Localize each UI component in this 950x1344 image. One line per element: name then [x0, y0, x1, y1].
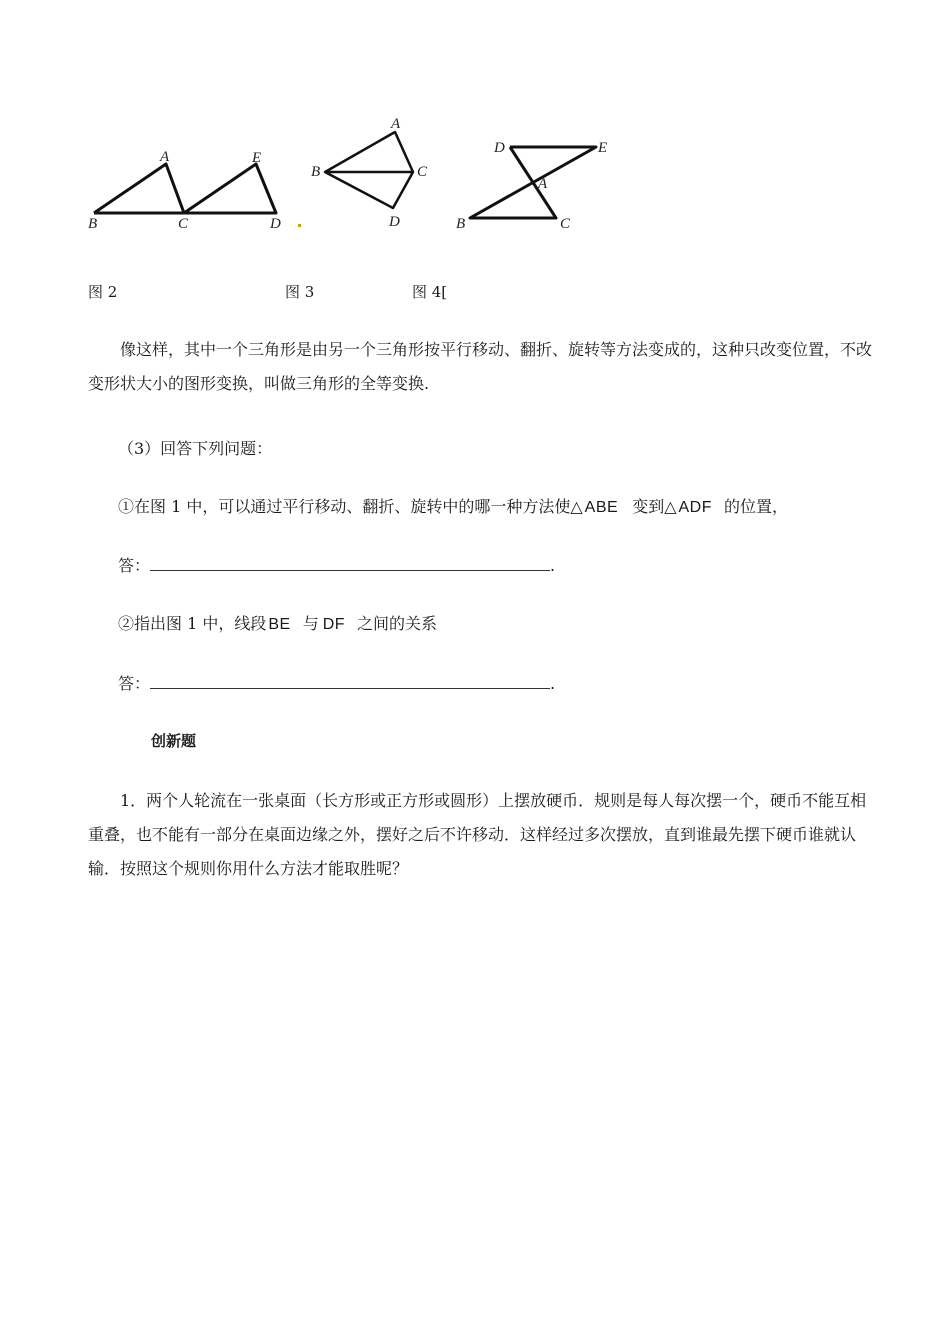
fig2-label-d: D [270, 216, 281, 232]
figure-4-drawing [450, 130, 620, 235]
fig4-label-b: B [456, 216, 466, 232]
q1-mid: 变到△ [632, 497, 677, 516]
answer-label-1: 答： [118, 556, 151, 575]
intro-paragraph: 像这样，其中一个三角形是由另一个三角形按平行移动、翻折、旋转等方法变成的，这种只改变位置，不改变形状大小的图形变换，叫做三角形的全等变换. [88, 340, 873, 393]
question-3-heading: （3）回答下列问题： [118, 439, 273, 458]
fig2-label-b: B [88, 216, 98, 232]
question-3-1 [118, 494, 788, 517]
fig3-label-c: C [417, 164, 428, 180]
answer-blank-1[interactable] [150, 556, 550, 571]
innovation-problem: 1．两个人轮流在一张桌面（长方形或正方形或圆形）上摆放硬币．规则是每人每次摆一个，硬币不能互相重叠，也不能有一部分在桌面边缘之外，摆好之后不许移动．这样经过多次摆放，直到谁最先摆下硬币谁就认输．按照这个规则你用什么方法才能取胜呢？ [88, 791, 867, 878]
fig2-label-c: C [178, 216, 189, 232]
triangle-abe: ABE [584, 499, 619, 516]
answer-end-2: . [550, 674, 556, 693]
innovation-title: 创新题 [151, 732, 197, 750]
answer-row-2 [118, 671, 555, 694]
fig4-label-e: E [598, 140, 608, 156]
answer-row-1 [118, 553, 555, 576]
q1-prefix: ①在图 1 中，可以通过平行移动、翻折、旋转中的哪一种方法使△ [118, 497, 583, 516]
fig4-label-c: C [560, 216, 571, 232]
answer-label-2: 答： [118, 674, 151, 693]
answer-end-1: . [550, 556, 556, 575]
fig3-label-d: D [389, 214, 400, 230]
figure-3 [305, 112, 435, 232]
segment-df: DF [322, 616, 346, 633]
q2-suffix: 之间的关系 [357, 614, 438, 633]
stray-dot [298, 224, 301, 227]
q2-prefix: ②指出图 1 中，线段 [118, 614, 267, 633]
question-3-2 [118, 611, 437, 634]
figure-3-drawing [305, 112, 435, 232]
figure-4 [450, 130, 620, 235]
figure-2-drawing [80, 140, 300, 240]
figure-2-caption: 图 2 [88, 283, 118, 301]
fig4-label-d: D [494, 140, 505, 156]
fig3-label-a: A [391, 116, 401, 132]
triangle-adf: ADF [678, 499, 712, 516]
figure-4-caption: 图 4[ [412, 283, 448, 301]
figure-2 [80, 140, 300, 240]
segment-be: BE [268, 616, 291, 633]
fig2-label-e: E [252, 150, 262, 166]
fig4-label-a: A [538, 176, 548, 192]
q1-suffix: 的位置， [724, 497, 789, 516]
answer-blank-2[interactable] [150, 674, 550, 689]
fig2-label-a: A [160, 149, 170, 165]
figure-3-caption: 图 3 [285, 283, 315, 301]
q2-mid: 与 [302, 614, 319, 633]
fig3-label-b: B [311, 164, 321, 180]
